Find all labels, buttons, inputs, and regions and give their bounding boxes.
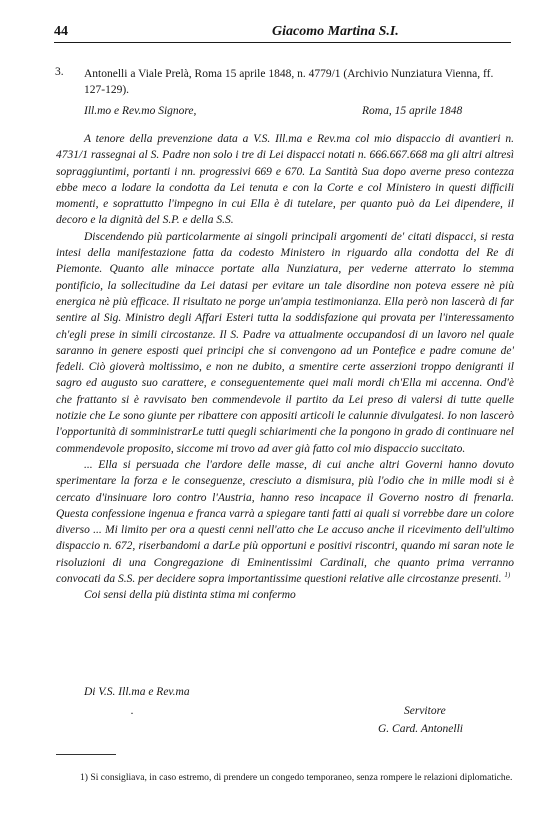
running-head: Giacomo Martina S.I. <box>272 24 399 39</box>
closing-formula: Coi sensi della più distinta stima mi confermo <box>84 589 296 602</box>
document-reference: Antonelli a Viale Prelà, Roma 15 aprile 1848, n. 4779/1 (Archivio Nunziatura Vienna, ff. 127-129). <box>84 68 494 96</box>
salutation: Ill.mo e Rev.mo Signore, <box>84 105 197 117</box>
paragraph: A tenore della prevenzione data a V.S. Ill.ma e Rev.ma col mio dispaccio di avantieri n. 4731/1 rassegnai al S. Padre non solo i tre di Lei dispacci notati n. 666.667.668 ma gli altri altresì sopraggiuntimi, portanti i nn. progressivi 669 e 670. La Santità Sua dopo averne preso contezza ebbe meco a lodare la condotta da Lei tenuta e con la Corte e col Ministero in questi difficili momenti, e soprattutto l'impegno in cui Ella è di tutelare, per quanto può da Lei dipendere, il decoro e la dignità del S.P. e della S.S. <box>56 133 514 227</box>
header-rule <box>54 42 511 43</box>
signature-title: Servitore <box>404 705 446 717</box>
page-number: 44 <box>54 24 68 39</box>
signature-name: G. Card. Antonelli <box>378 723 463 735</box>
footnote-marker: 1) <box>504 571 511 580</box>
letter-body <box>56 131 514 604</box>
footnote: 1) Si consigliava, in caso estremo, di prendere un congedo temporaneo, senza rompere le relazioni diplomatiche. <box>80 772 513 783</box>
paragraph-text: ... Ella si persuada che l'ardore delle masse, di cui anche altri Governi hanno dovuto sperimentare la forza e le conseguenze, cresciuto a dismisura, più l'odio che in mille modi si è cercato d'insinuare loro contro l'Austria, hanno reso incapace il Governo nostro di frenarla. Questa confessione ingenua e franca varrà a spiegare tanti fatti ai quali si vorrebbe dare un colore diverso ... Mi limito per ora a questi cenni nell'atto che Le accuso anche il ricevimento dell'ultimo dispaccio n. 672, riserbandomi a darLe più opportuni e positivi riscontri, quando mi saran note le risoluzioni di una Congregazione di Eminentissimi Cardinali, che quanto prima verranno convocati da S.S. per decidere sopra importantissime questioni relative alle circostanze presenti. <box>56 458 514 586</box>
paragraph: Discendendo più particolarmente ai singoli principali argomenti de' citati dispacci, si resta intesi della manifestazione fatta da codesto Ministero in riguardo alla condotta del Re di Piemonte. Quanto alle minacce portate alla Nunziatura, per vederne atterrato lo stemma pontificio, la sollecitudine da Lei datasi per evitare un tale disordine non poteva essere nè più energica nè più efficace. Il risultato ne porge un'ampia testimonianza. Ella però non lascerà di far sentire al Sig. Ministro degli Affari Esteri tutta la soddisfazione qui provata per l'interessamento ch'egli prese in simili circostanze. Il S. Padre va attualmente occupandosi di un lavoro nel quale saranno in genere esposti quei principi che si convengono ad un Pontefice e padre comune de' fedeli. Ciò gioverà moltissimo, e non ne dubito, a smentire certe asserzioni troppo denigranti il sagro ed augusto suo carattere, e conseguentemente quei mali mordi ch'Ella mi accenna. Ond'è che frattanto si è ravvisato ben commendevole il partito da Lei preso di valersi di tutte quelle notizie che Le sono giunte per ribattere con appositi articoli le calunnie divulgatesi. Io non lascerò l'opportunità di somministrarLe tutti quegli schiarimenti che la pongono in grado di continuare nel commendevole proposito, siccome mi trovo ad aver già fatto col mio dispaccio succitato. <box>56 230 514 455</box>
document-number: 3. <box>55 66 64 78</box>
page-header <box>50 20 512 42</box>
footnote-rule <box>56 754 116 755</box>
addressee: Di V.S. Ill.ma e Rev.ma <box>84 686 190 698</box>
paragraph <box>56 457 514 587</box>
mark: · <box>130 706 134 720</box>
place-date: Roma, 15 aprile 1848 <box>362 105 463 117</box>
